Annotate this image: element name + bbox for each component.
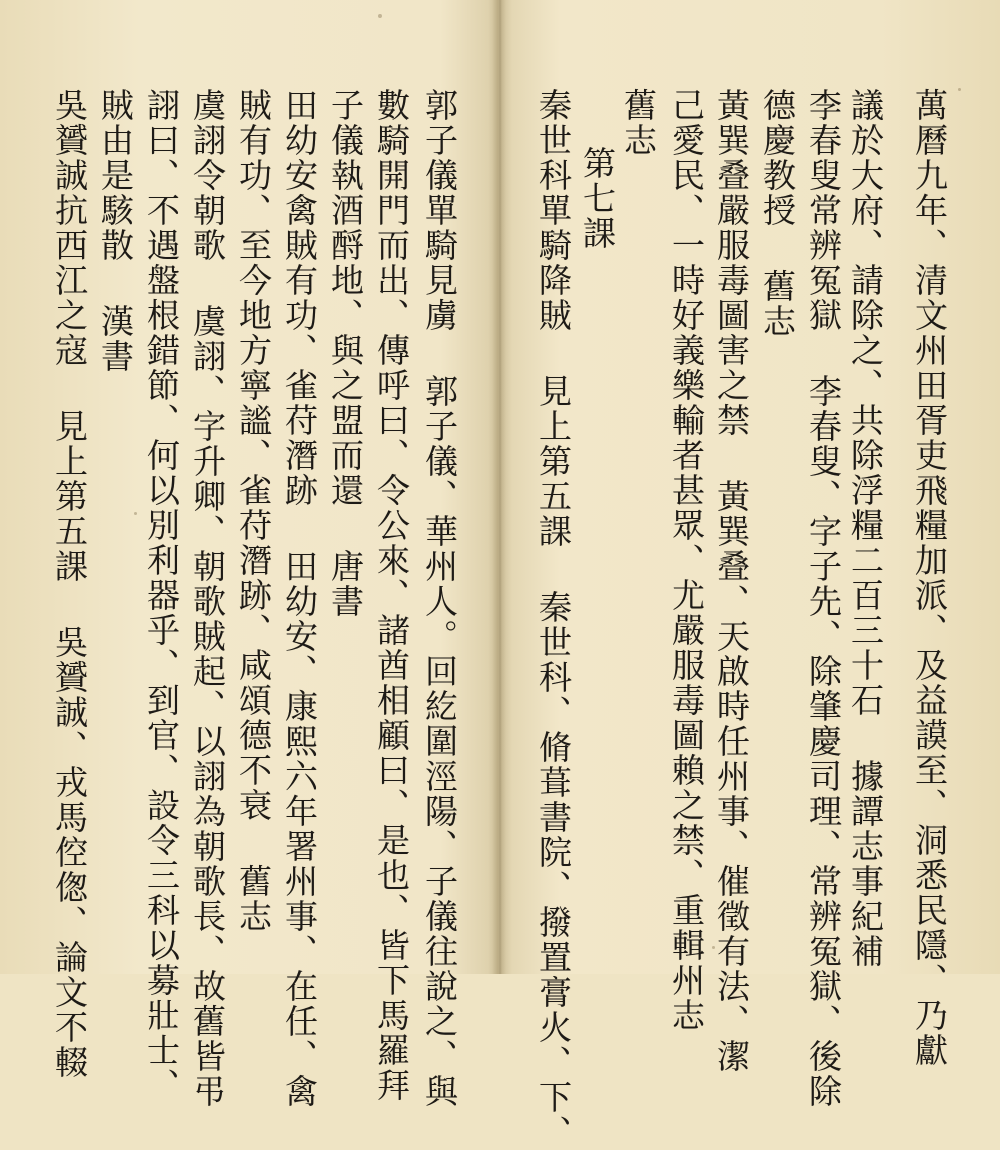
right-column-5: 黃巽叠嚴服毒圖害之禁 黃巽叠、天啟時任州事、催徵有法、潔 bbox=[712, 88, 751, 1074]
left-page bbox=[0, 0, 494, 1109]
lesson-heading: 第七課 bbox=[578, 146, 617, 251]
paper-speck bbox=[712, 946, 715, 949]
right-column-7: 舊志 bbox=[619, 88, 658, 158]
right-page bbox=[506, 0, 1000, 1150]
paper-speck bbox=[378, 14, 382, 18]
right-column-4: 德慶教授 舊志 bbox=[758, 88, 797, 339]
right-column-6: 己愛民、一時好義樂輸者甚眾、尤嚴服毒圖賴之禁、重輯州志 bbox=[667, 88, 706, 1033]
left-column-8: 賊由是駭散 漢書 bbox=[96, 88, 135, 374]
paper-speck bbox=[958, 88, 961, 91]
left-column-2: 數騎開門而出、傳呼曰、令公來、諸酋相顧曰、是也、皆下馬羅拜 bbox=[372, 88, 411, 1103]
left-column-4: 田幼安禽賊有功、雀苻潛跡 田幼安、康熙六年署州事、在任、禽 bbox=[280, 88, 319, 1109]
left-column-3: 子儀執酒酹地、與之盟而還 唐書 bbox=[326, 88, 365, 619]
right-column-3: 李春叟常辨冤獄 李春叟、字子先、除肇慶司理、常辨冤獄、後除 bbox=[804, 88, 843, 1109]
left-column-1: 郭子儀單騎見虜 郭子儀、華州人。回紇圍涇陽、子儀往說之、與 bbox=[420, 88, 459, 1109]
right-column-9: 秦世科單騎降賊 見上第五課 秦世科、脩葺書院、撥置膏火、下、 bbox=[534, 88, 573, 1150]
paper-speck bbox=[134, 512, 137, 515]
left-column-6: 虞詡令朝歌 虞詡、字升卿、朝歌賊起、以詡為朝歌長、故舊皆弔 bbox=[188, 88, 227, 1109]
right-column-2: 議於大府、請除之、共除浮糧二百三十石 據譚志事紀補 bbox=[846, 88, 885, 969]
left-column-9: 吳贇誠抗西江之寇 見上第五課 吳贇誠、戎馬倥偬、論文不輟 bbox=[50, 88, 89, 1080]
right-column-1: 萬曆九年、清文州田胥吏飛糧加派、及益謨至、洞悉民隱、乃獻 bbox=[910, 88, 949, 1068]
left-column-7: 詡曰、不遇盤根錯節、何以別利器乎、到官、設令三科以募壯士、 bbox=[142, 88, 181, 1103]
left-column-5: 賊有功、至今地方寧謐、雀苻潛跡、咸頌德不衰 舊志 bbox=[234, 88, 273, 934]
